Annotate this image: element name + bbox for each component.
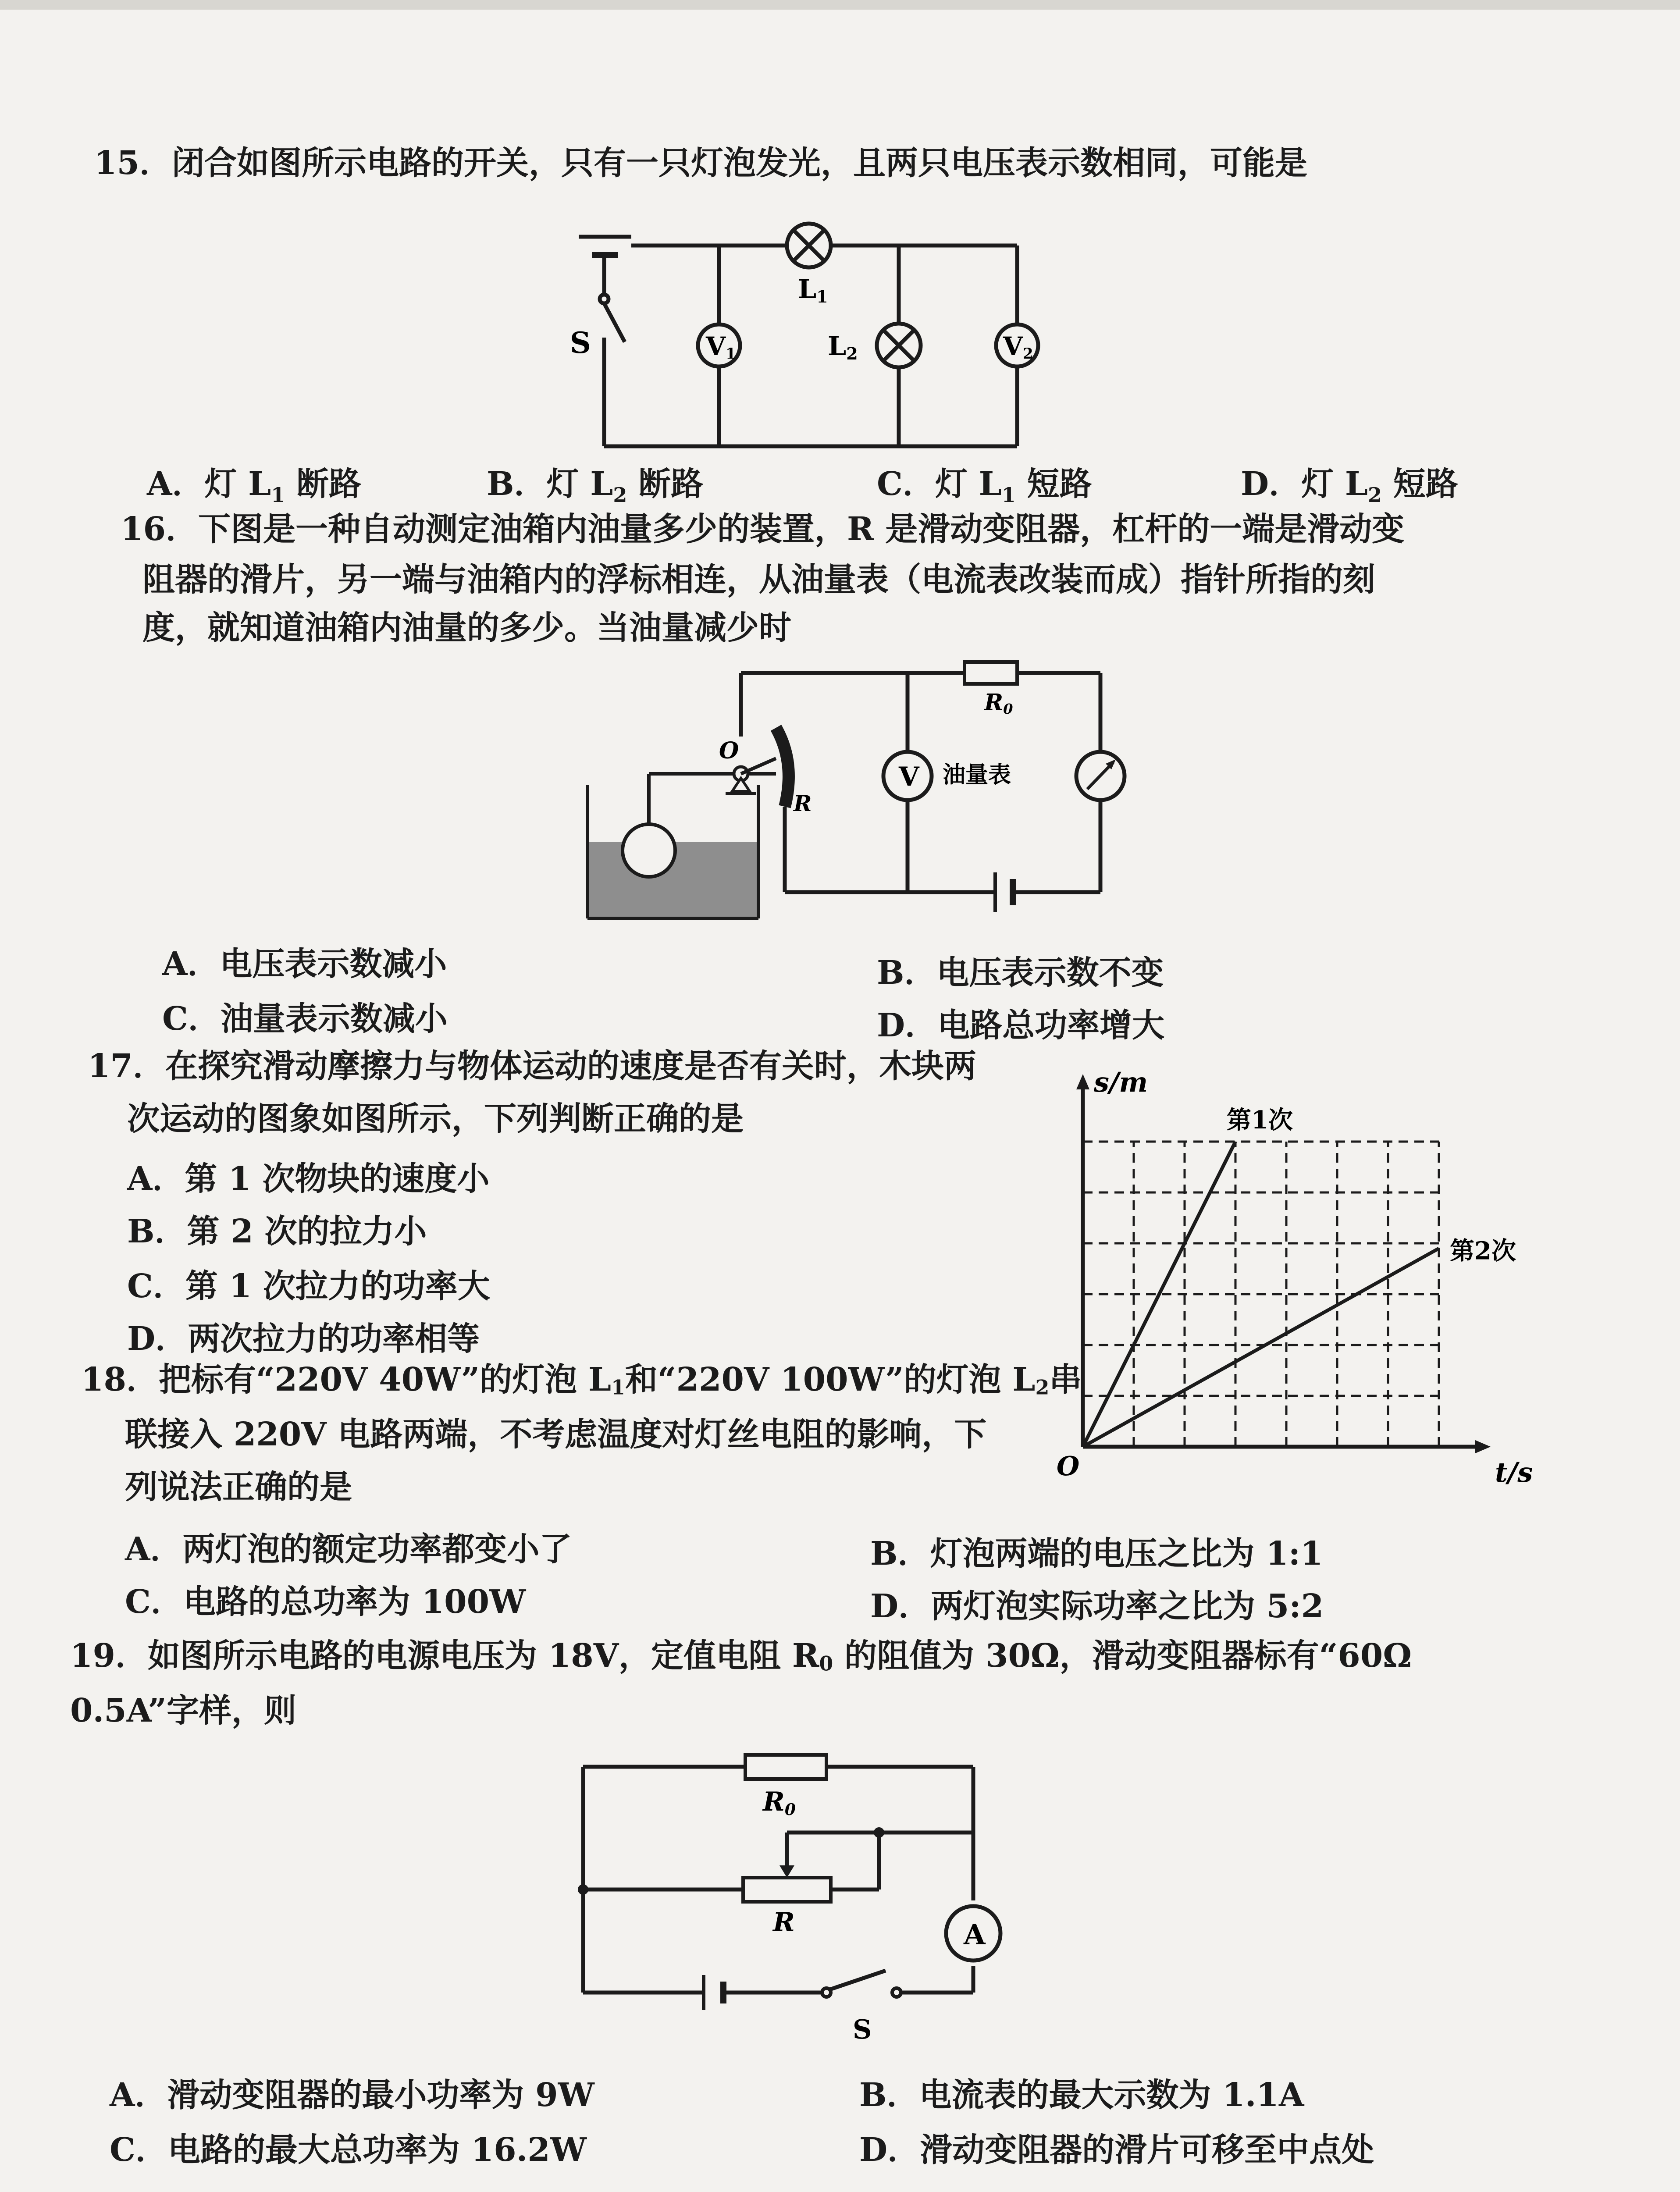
q18-option-d: D．两灯泡实际功率之比为 5:2: [870, 1587, 1324, 1625]
q18-stem-line-3: 列说法正确的是: [125, 1468, 352, 1506]
graph-grid: [1083, 1142, 1439, 1447]
q15-l2-label: L2: [828, 331, 858, 363]
q16-oil-gauge-diagram: [557, 649, 1127, 929]
q17-st-graph: [1048, 1061, 1552, 1495]
q19-option-b: B．电流表的最大示数为 1.1A: [859, 2076, 1304, 2114]
q15-circuit-diagram: [561, 206, 1070, 460]
q15-v2-label: V2: [1003, 331, 1033, 363]
q16-rheostat-label: R: [794, 790, 812, 816]
q16-option-d: D．电路总功率增大: [877, 1007, 1165, 1044]
q19-r-label: R: [773, 1907, 795, 1938]
q16-option-a: A．电压表示数减小: [162, 945, 447, 983]
q16-stem-line-3: 度，就知道油箱内油量的多少。当油量减少时: [142, 609, 791, 647]
q18-option-c: C．电路的总功率为 100W: [125, 1583, 526, 1621]
series-label-2: 第2次: [1450, 1236, 1516, 1266]
q16-pivot-label: O: [719, 737, 739, 764]
q17-option-d: D．两次拉力的功率相等: [127, 1320, 480, 1358]
q15-switch-label: S: [570, 326, 591, 360]
q16-option-b: B．电压表示数不变: [877, 954, 1164, 992]
q15-l1-label: L1: [798, 274, 828, 306]
q17-option-b: B．第 2 次的拉力小: [127, 1213, 427, 1250]
q19-option-c: C．电路的最大总功率为 16.2W: [110, 2131, 587, 2169]
q19-circuit-diagram: [563, 1732, 1037, 2047]
q17-stem-line-1: 17．在探究滑动摩擦力与物体运动的速度是否有关时，木块两: [88, 1047, 976, 1085]
q17-option-c: C．第 1 次拉力的功率大: [127, 1267, 490, 1305]
scan-edge: [0, 0, 1680, 10]
q19-stem-line-1: 19．如图所示电路的电源电压为 18V，定值电阻 $R_0$ 的阻值为 30Ω，滑动变阻器标有“60Ω: [70, 1637, 1412, 1676]
q15-stem: 15．闭合如图所示电路的开关，只有一只灯泡发光，且两只电压表示数相同，可能是: [94, 144, 1307, 182]
q19-ammeter-label: A: [964, 1918, 986, 1951]
q15-v1-label: V1: [706, 331, 736, 363]
q18-option-a: A．两灯泡的额定功率都变小了: [125, 1530, 572, 1568]
q18-stem-line-1: 18．把标有“220V 40W”的灯泡 $L_1$和“220V 100W”的灯泡 $L_2$串: [81, 1361, 1082, 1399]
q19-r0-label: R0: [763, 1786, 796, 1819]
q16-option-c: C．油量表示数减小: [162, 1000, 448, 1038]
q16-r0-label: R0: [984, 689, 1013, 717]
graph-origin-label: O: [1057, 1451, 1080, 1482]
q19-stem-line-2: 0.5A”字样，则: [70, 1692, 296, 1729]
q19-option-d: D．滑动变阻器的滑片可移至中点处: [859, 2131, 1374, 2169]
q17-option-a: A．第 1 次物块的速度小: [127, 1160, 490, 1198]
series-label-1: 第1次: [1227, 1106, 1293, 1135]
q16-stem-line-1: 16．下图是一种自动测定油箱内油量多少的装置，R 是滑动变阻器，杠杆的一端是滑动变: [121, 510, 1405, 548]
graph-x-label: t/s: [1495, 1456, 1533, 1488]
q18-stem-line-2: 联接入 220V 电路两端，不考虑温度对灯丝电阻的影响，下: [125, 1416, 987, 1453]
q17-stem-line-2: 次运动的图象如图所示，下列判断正确的是: [127, 1100, 744, 1138]
q16-voltmeter-label: V: [899, 762, 919, 792]
q15-option-b: B．灯 $L_2$ 断路: [487, 465, 704, 507]
q16-stem-line-2: 阻器的滑片，另一端与油箱内的浮标相连，从油量表（电流表改装而成）指针所指的刻: [142, 561, 1375, 598]
q18-option-b: B．灯泡两端的电压之比为 1:1: [870, 1535, 1323, 1573]
q15-option-d: D．灯 $L_2$ 短路: [1241, 465, 1458, 507]
q15-option-c: C．灯 $L_1$ 短路: [877, 465, 1092, 507]
q16-gauge-label: 油量表: [943, 762, 1011, 788]
q19-option-a: A．滑动变阻器的最小功率为 9W: [110, 2076, 594, 2114]
q19-switch-label: S: [853, 2014, 872, 2045]
series-line-2: [1083, 1249, 1439, 1447]
q15-option-a: A．灯 $L_1$ 断路: [147, 465, 361, 507]
graph-y-label: s/m: [1094, 1066, 1148, 1098]
